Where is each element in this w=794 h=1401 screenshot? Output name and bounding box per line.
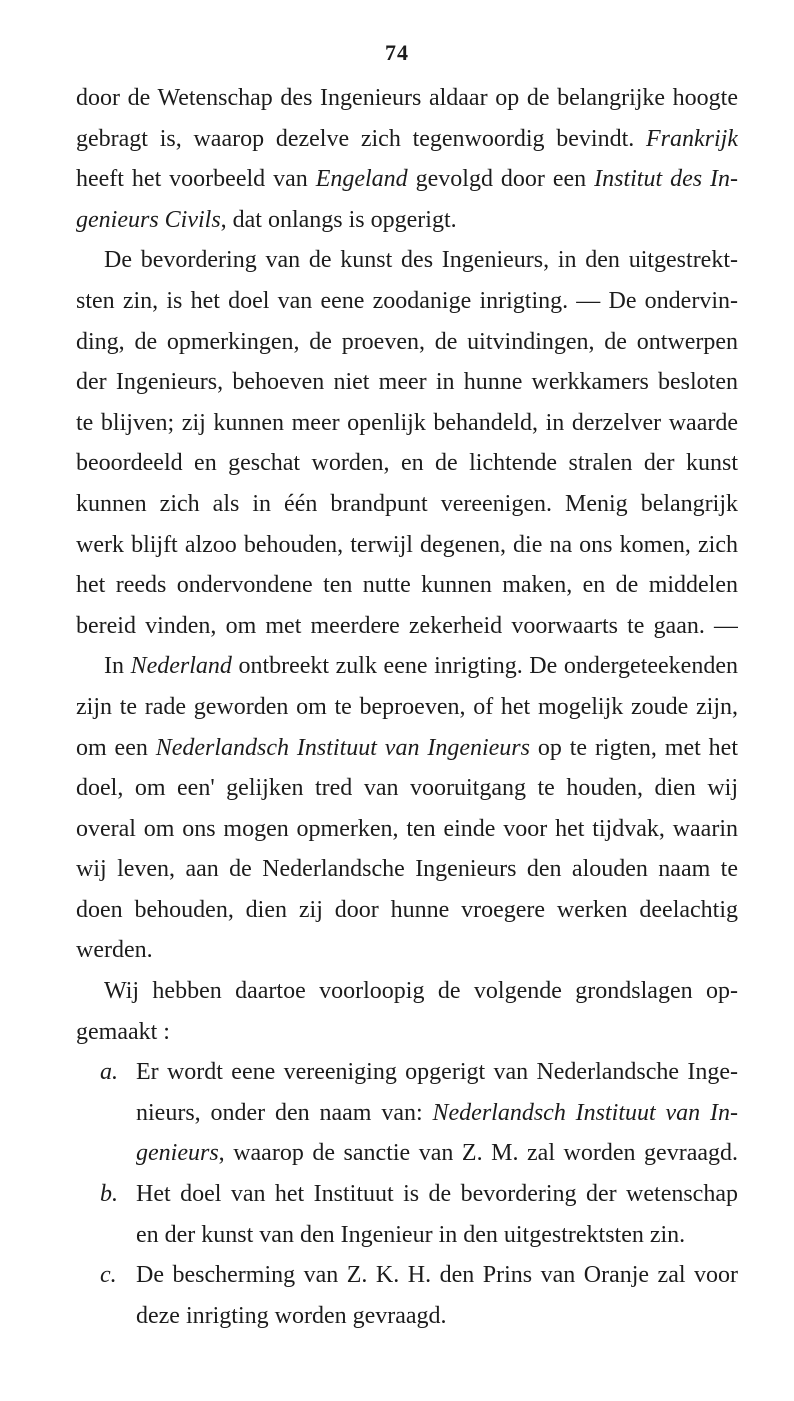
list-marker: b. (100, 1181, 118, 1208)
text-line: overal om ons mogen opmerken, ten einde voor het tijdvak, waarin (76, 815, 738, 842)
body-text (76, 78, 738, 1336)
list-item-b (76, 1174, 738, 1255)
text-line: Wij hebben daartoe voorloopig de volgende grondslagen op- (104, 978, 738, 1005)
list-item-c (76, 1255, 738, 1336)
text-line: gemaakt : (76, 1018, 170, 1045)
page-number: 74 (385, 40, 409, 65)
text-line: In Nederland ontbreekt zulk eene inrigting. De ondergeteekenden (104, 653, 738, 680)
text-line: nieurs, onder den naam van: Nederlandsch Instituut van In- (136, 1099, 738, 1126)
paragraph-3 (76, 646, 738, 971)
paragraph-2 (76, 240, 738, 646)
text-line: Er wordt eene vereeniging opgerigt van Nederlandsche Inge- (136, 1059, 738, 1086)
text-line: Het doel van het Instituut is de bevordering der wetenschap (136, 1181, 738, 1208)
text-line: der Ingenieurs, behoeven niet meer in hunne werkkamers besloten (76, 369, 738, 396)
text-line: heeft het voorbeeld van Engeland gevolgd door een Institut des In- (76, 166, 738, 193)
list-marker: c. (100, 1262, 117, 1289)
list-marker: a. (100, 1059, 118, 1086)
text-line: genieurs Civils, dat onlangs is opgerigt. (76, 206, 457, 233)
text-line: beoordeeld en geschat worden, en de lichtende stralen der kunst (76, 450, 738, 477)
text-line: werden. (76, 937, 153, 964)
text-line: doel, om een' gelijken tred van vooruitgang te houden, dien wij (76, 775, 738, 802)
text-line: ding, de opmerkingen, de proeven, de uitvindingen, de ontwerpen (76, 328, 738, 355)
paragraph-4 (76, 971, 738, 1052)
text-line: deze inrigting worden gevraagd. (136, 1302, 447, 1329)
text-line: wij leven, aan de Nederlandsche Ingenieurs den alouden naam te (76, 856, 738, 883)
text-line: gebragt is, waarop dezelve zich tegenwoordig bevindt. Frankrijk (76, 125, 738, 152)
text-line: het reeds ondervondene ten nutte kunnen maken, en de middelen (76, 572, 738, 599)
text-line: De bescherming van Z. K. H. den Prins van Oranje zal voor (136, 1262, 738, 1289)
list-item-a (76, 1052, 738, 1174)
text-line: bereid vinden, om met meerdere zekerheid voorwaarts te gaan. — (76, 612, 738, 639)
text-line: sten zin, is het doel van eene zoodanige inrigting. — De ondervin- (76, 287, 738, 314)
text-line: kunnen zich als in één brandpunt vereenigen. Menig belangrijk (76, 490, 738, 517)
text-line: om een Nederlandsch Instituut van Ingenieurs op te rigten, met het (76, 734, 738, 761)
text-line: genieurs, waarop de sanctie van Z. M. zal worden gevraagd. (136, 1140, 738, 1167)
text-line: door de Wetenschap des Ingenieurs aldaar op de belangrijke hoogte (76, 85, 738, 111)
text-line: De bevordering van de kunst des Ingenieurs, in den uitgestrekt- (104, 247, 738, 274)
paragraph-1 (76, 78, 738, 240)
text-line: en der kunst van den Ingenieur in den uitgestrektsten zin. (136, 1221, 686, 1248)
text-line: zijn te rade geworden om te beproeven, of het mogelijk zoude zijn, (76, 693, 738, 720)
text-line: doen behouden, dien zij door hunne vroegere werken deelachtig (76, 896, 738, 923)
text-line: werk blijft alzoo behouden, terwijl degenen, die na ons komen, zich (76, 531, 738, 558)
text-line: te blijven; zij kunnen meer openlijk behandeld, in derzelver waarde (76, 409, 738, 436)
